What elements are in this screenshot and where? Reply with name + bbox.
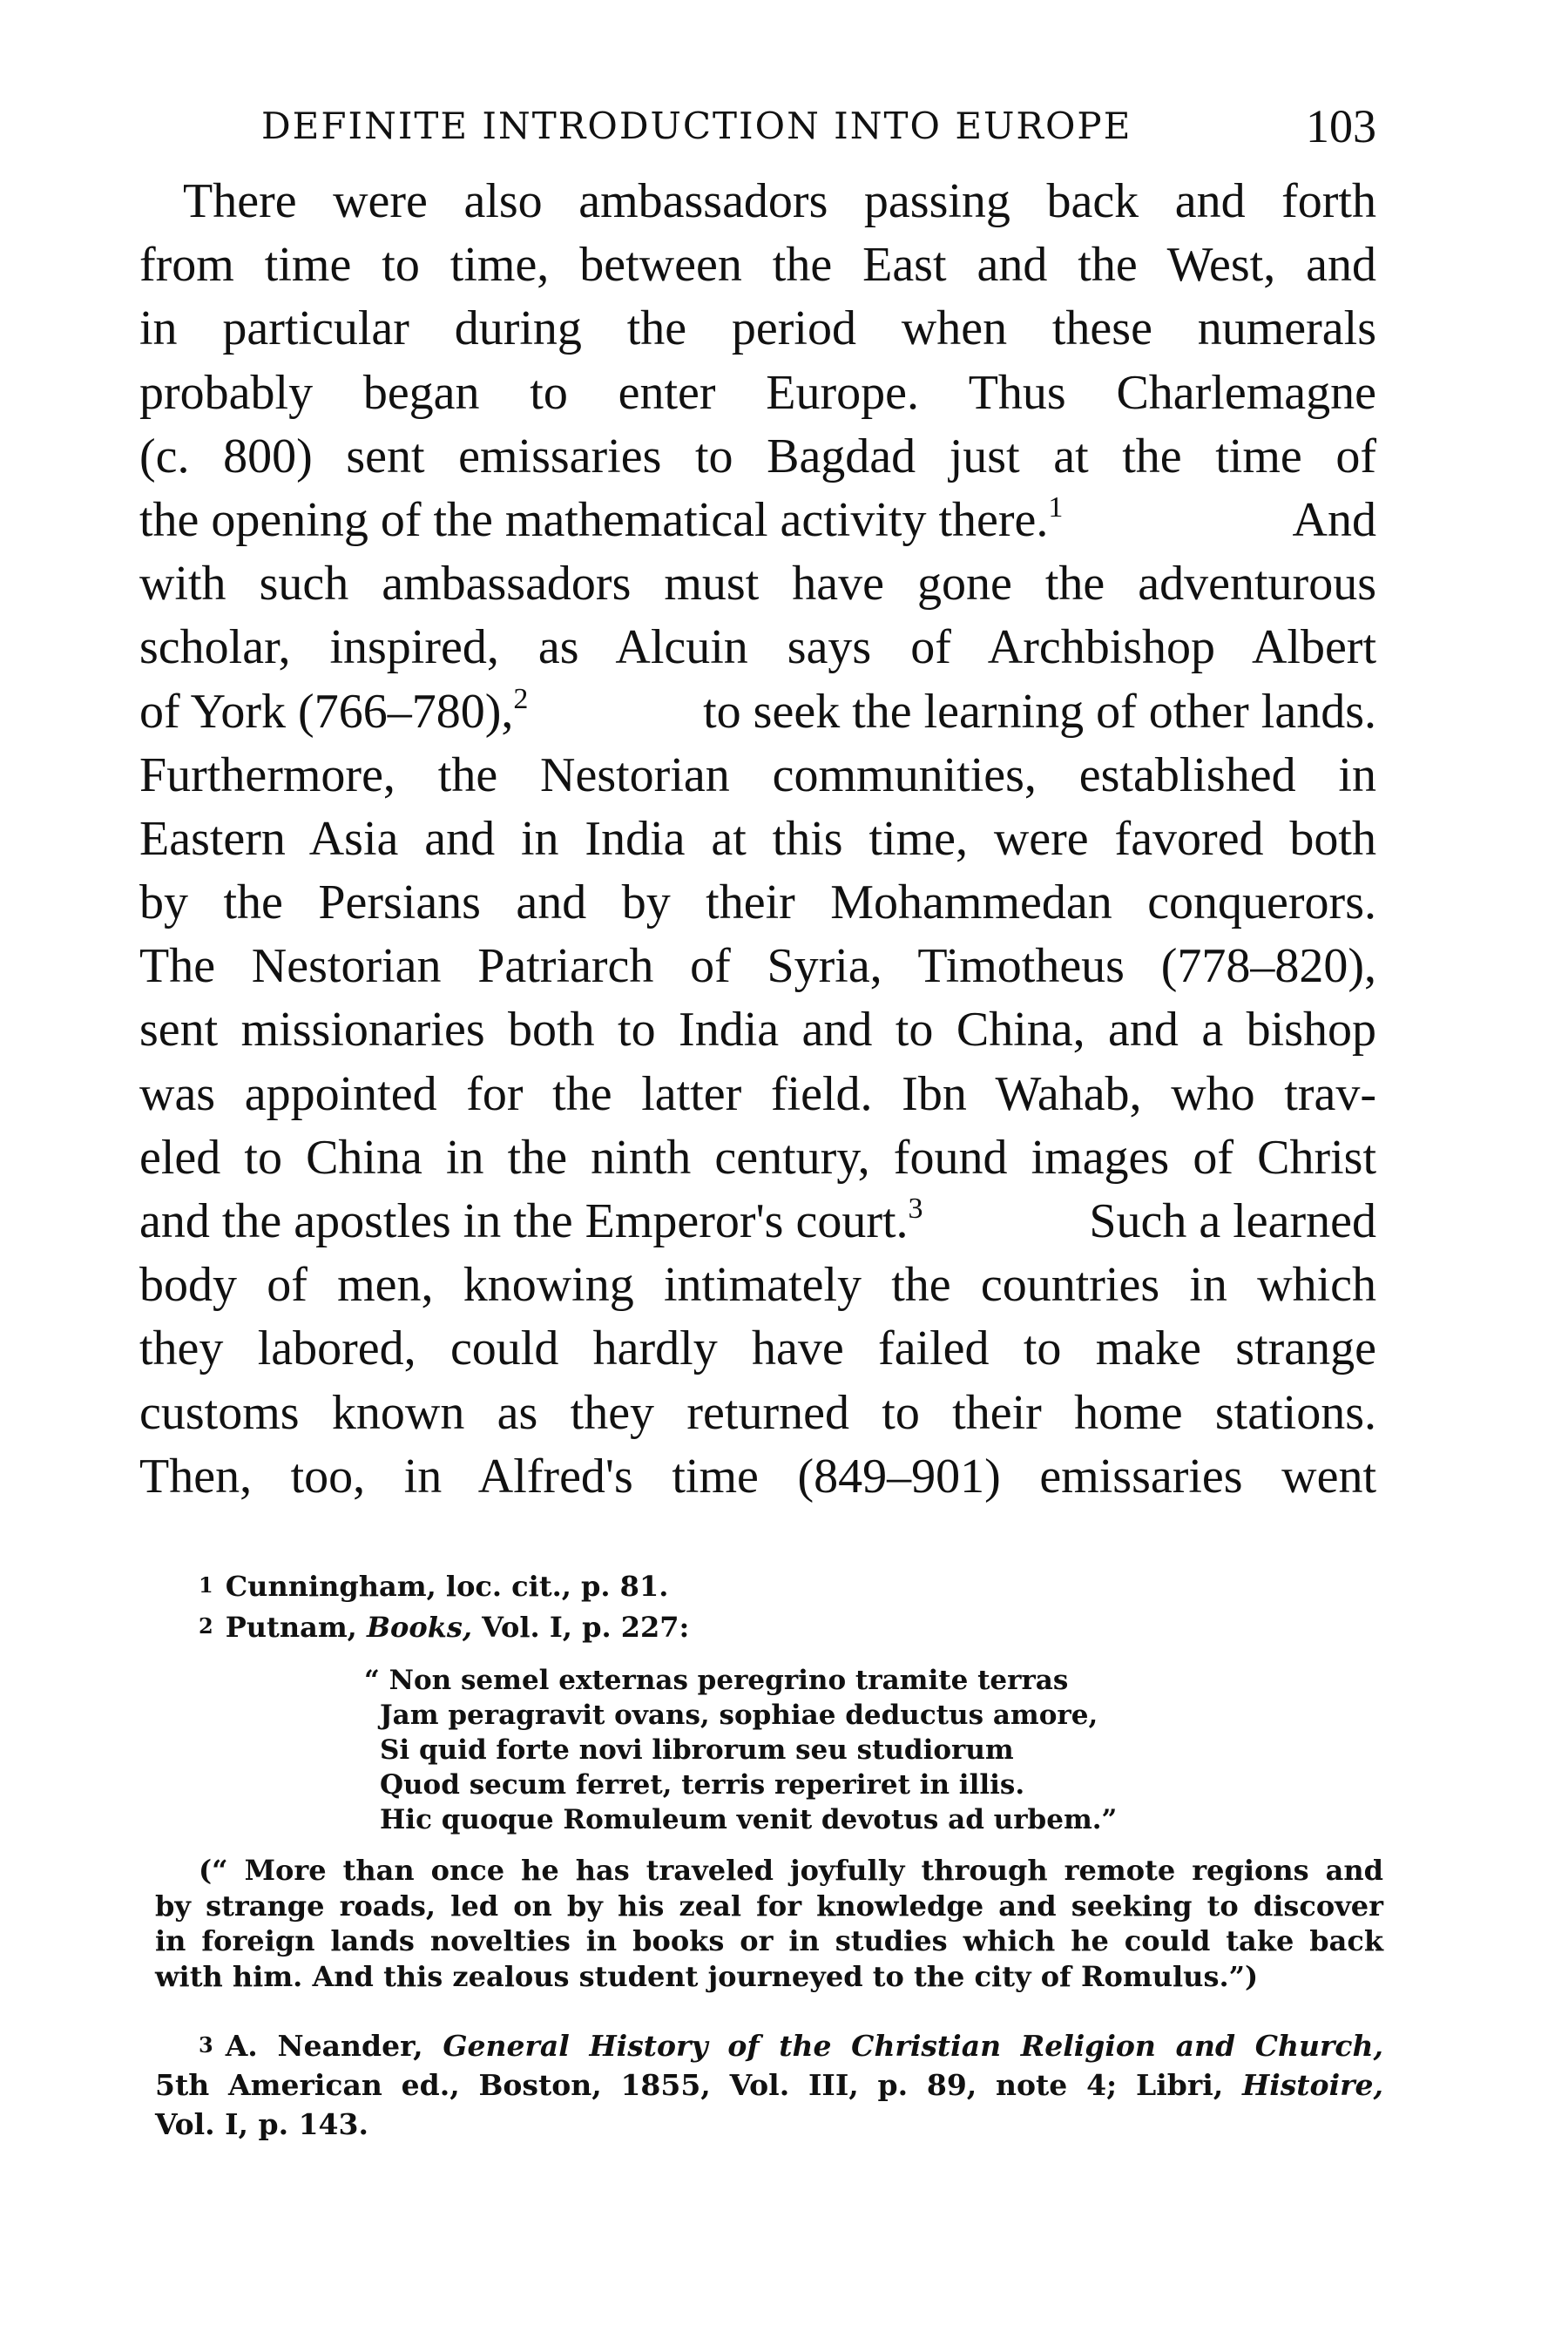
translation <box>155 1853 1383 1994</box>
body-line: The Nestorian Patriarch of Syria, Timotheus (778–820), <box>139 939 1376 994</box>
body-line: in particular during the period when these numerals <box>139 301 1376 356</box>
body-line-text: to seek the learning of other lands. <box>703 684 1376 739</box>
footnote-ref-1[interactable]: 1 <box>1048 490 1064 524</box>
body-line: Then, too, in Alfred's time (849–901) emissaries went <box>139 1449 1376 1504</box>
body-line-text: and the apostles in the Emperor's court. <box>139 1194 909 1248</box>
footnote-author: A. Neander, <box>225 2029 423 2063</box>
poem-line: Si quid forte novi librorum seu studiorum <box>380 1734 1014 1766</box>
body-line <box>139 680 1376 744</box>
footnote-line <box>155 2065 1383 2105</box>
page-number: 103 <box>1306 100 1376 152</box>
footnote-marker: 2 <box>199 1613 213 1639</box>
running-title: DEFINITE INTRODUCTION INTO EUROPE <box>261 105 1132 147</box>
body-paragraph <box>139 170 1376 1509</box>
body-line <box>139 489 1376 552</box>
body-line: with such ambassadors must have gone the adventurous <box>139 557 1376 612</box>
footnote-ref-2[interactable]: 2 <box>513 682 529 715</box>
body-line-text: Such a learned <box>1089 1194 1376 1248</box>
body-line: eled to China in the ninth century, found images of Christ <box>139 1130 1376 1185</box>
footnote-2 <box>155 1606 1383 1647</box>
body-line: by the Persians and by their Mohammedan conquerors. <box>139 875 1376 930</box>
footnote-book-title: Books, <box>366 1611 473 1644</box>
body-line: sent missionaries both to India and to China, and a bishop <box>139 1003 1376 1058</box>
body-line: body of men, knowing intimately the countries in which <box>139 1258 1376 1313</box>
footnote-citation: 5th American ed., Boston, 1855, Vol. III, p. 89, note 4; <box>155 2068 1118 2102</box>
footnote-ref-3[interactable]: 3 <box>908 1193 923 1225</box>
body-line-text: And <box>1292 492 1376 547</box>
body-line: customs known as they returned to their home stations. <box>139 1385 1376 1440</box>
body-line: they labored, could hardly have failed to make strange <box>139 1321 1376 1376</box>
footnote-book-title: Histoire, <box>1242 2068 1383 2102</box>
translation-line: with him. And this zealous student journeyed to the city of Romulus.”) <box>155 1959 1259 1993</box>
footnote-citation: Vol. I, p. 227: <box>482 1611 690 1644</box>
poem-line: Quod secum ferret, terris reperiret in illis. <box>380 1769 1025 1801</box>
footnote-marker: 1 <box>199 1572 213 1598</box>
latin-quotation <box>364 1663 1383 1837</box>
body-line: (c. 800) sent emissaries to Bagdad just at the time of <box>139 429 1376 483</box>
running-head <box>261 96 1376 157</box>
body-line: There were also ambassadors passing back and forth <box>183 174 1376 228</box>
translation-line: (“ More than once he has traveled joyfully through remote regions and <box>199 1854 1383 1887</box>
footnote-author: Putnam, <box>225 1611 357 1644</box>
body-line: Furthermore, the Nestorian communities, established in <box>139 747 1376 802</box>
body-line: Eastern Asia and in India at this time, were favored both <box>139 811 1376 866</box>
translation-line: in foreign lands novelties in books or in studies which he could take back <box>155 1924 1383 1957</box>
footnote-line: Vol. I, p. 143. <box>155 2107 368 2141</box>
footnote-marker: 3 <box>199 2032 213 2058</box>
footnotes <box>155 1565 1383 2144</box>
body-line: was appointed for the latter field. Ibn Wahab, who trav- <box>139 1066 1376 1121</box>
footnote-author: Libri, <box>1136 2068 1224 2102</box>
body-line: probably began to enter Europe. Thus Charlemagne <box>139 365 1376 420</box>
footnote-line <box>155 2025 1383 2065</box>
translation-line: by strange roads, led on by his zeal for knowledge and seeking to discover <box>155 1889 1383 1923</box>
body-line: from time to time, between the East and the West, and <box>139 238 1376 293</box>
poem-line: Jam peragravit ovans, sophiae deductus amore, <box>380 1700 1098 1731</box>
footnote-book-title: General History of the Christian Religion and Church, <box>443 2029 1383 2063</box>
body-line <box>139 1190 1376 1254</box>
footnote-1 <box>155 1565 1383 1606</box>
footnote-3 <box>155 2025 1383 2144</box>
body-line-text: the opening of the mathematical activity there. <box>139 492 1049 547</box>
poem-line: Hic quoque Romuleum venit devotus ad urbem.” <box>380 1804 1118 1835</box>
poem-line: “ Non semel externas peregrino tramite terras <box>364 1665 1069 1696</box>
body-line-text: of York (766–780), <box>139 684 514 739</box>
body-line: scholar, inspired, as Alcuin says of Archbishop Albert <box>139 620 1376 675</box>
footnote-text: Cunningham, loc. cit., p. 81. <box>225 1570 669 1603</box>
